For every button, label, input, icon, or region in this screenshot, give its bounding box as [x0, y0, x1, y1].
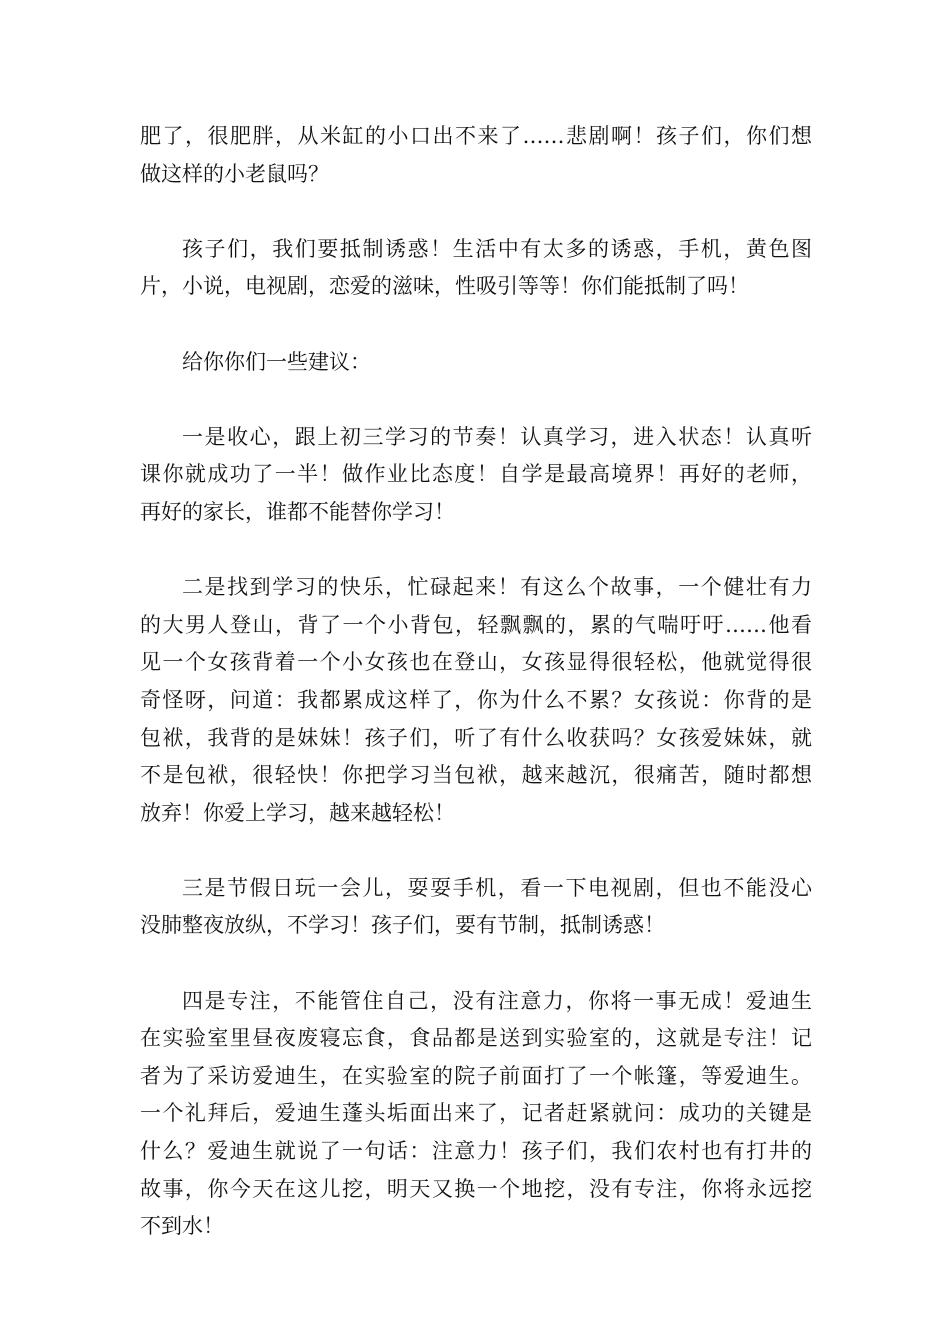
text-line: 四是专注，不能管住自己，没有注意力，你将一事无成！爱迪生: [182, 988, 812, 1013]
text-line: 一是收心，跟上初三学习的节奏！认真学习，进入状态！认真听: [182, 424, 812, 449]
paragraph: [140, 231, 812, 306]
paragraph: [140, 870, 812, 945]
text-line: 三是节假日玩一会儿，耍耍手机，看一下电视剧，但也不能没心: [182, 875, 812, 900]
text-line: 包袱，我背的是妹妹！孩子们，听了有什么收获吗？女孩爱妹妹，就: [140, 725, 812, 750]
text-line: 二是找到学习的快乐，忙碌起来！有这么个故事，一个健壮有力: [182, 575, 812, 600]
paragraph-gap: [140, 193, 812, 231]
text-line: 一个礼拜后，爱迪生蓬头垢面出来了，记者赶紧就问：成功的关键是: [140, 1101, 812, 1126]
text-line: 孩子们，我们要抵制诱惑！生活中有太多的诱惑，手机，黄色图: [182, 236, 812, 261]
text-line: 不是包袱，很轻快！你把学习当包袱，越来越沉，很痛苦，随时都想: [140, 763, 812, 788]
paragraph-gap: [140, 306, 812, 344]
text-line: 给你你们一些建议：: [182, 349, 371, 374]
text-line: 课你就成功了一半！做作业比态度！自学是最高境界！再好的老师，: [140, 462, 812, 487]
text-line: 者为了采访爱迪生，在实验室的院子前面打了一个帐篷，等爱迪生。: [140, 1063, 812, 1088]
text-line: 奇怪呀，问道：我都累成这样了，你为什么不累？女孩说：你背的是: [140, 687, 812, 712]
text-line: 没肺整夜放纵，不学习！孩子们，要有节制，抵制诱惑！: [140, 913, 665, 938]
document-body: [140, 118, 812, 1246]
text-line: 在实验室里昼夜废寝忘食，食品都是送到实验室的，这就是专注！记: [140, 1026, 812, 1051]
paragraph: [140, 983, 812, 1246]
text-line: 肥了，很肥胖，从米缸的小口出不来了……悲剧啊！孩子们，你们想: [140, 124, 812, 148]
text-line: 不到水！: [140, 1214, 224, 1239]
paragraph-gap: [140, 381, 812, 419]
text-line: 片，小说，电视剧，恋爱的滋味，性吸引等等！你们能抵制了吗！: [140, 274, 749, 299]
paragraph: [140, 419, 812, 532]
paragraph-gap: [140, 832, 812, 870]
paragraph: [140, 569, 812, 832]
text-line: 见一个女孩背着一个小女孩也在登山，女孩显得很轻松，他就觉得很: [140, 650, 812, 675]
paragraph-gap: [140, 945, 812, 983]
text-line: 放弃！你爱上学习，越来越轻松！: [140, 800, 455, 825]
text-line: 什么？爱迪生就说了一句话：注意力！孩子们，我们农村也有打井的: [140, 1139, 812, 1164]
paragraph: [140, 118, 812, 193]
text-line: 的大男人登山，背了一个小背包，轻飘飘的，累的气喘吁吁……他看: [140, 612, 812, 637]
text-line: 做这样的小老鼠吗？: [140, 161, 329, 186]
paragraph: [140, 344, 812, 382]
text-line: 故事，你今天在这儿挖，明天又换一个地挖，没有专注，你将永远挖: [140, 1176, 812, 1201]
paragraph-gap: [140, 532, 812, 570]
text-line: 再好的家长，谁都不能替你学习！: [140, 499, 455, 524]
